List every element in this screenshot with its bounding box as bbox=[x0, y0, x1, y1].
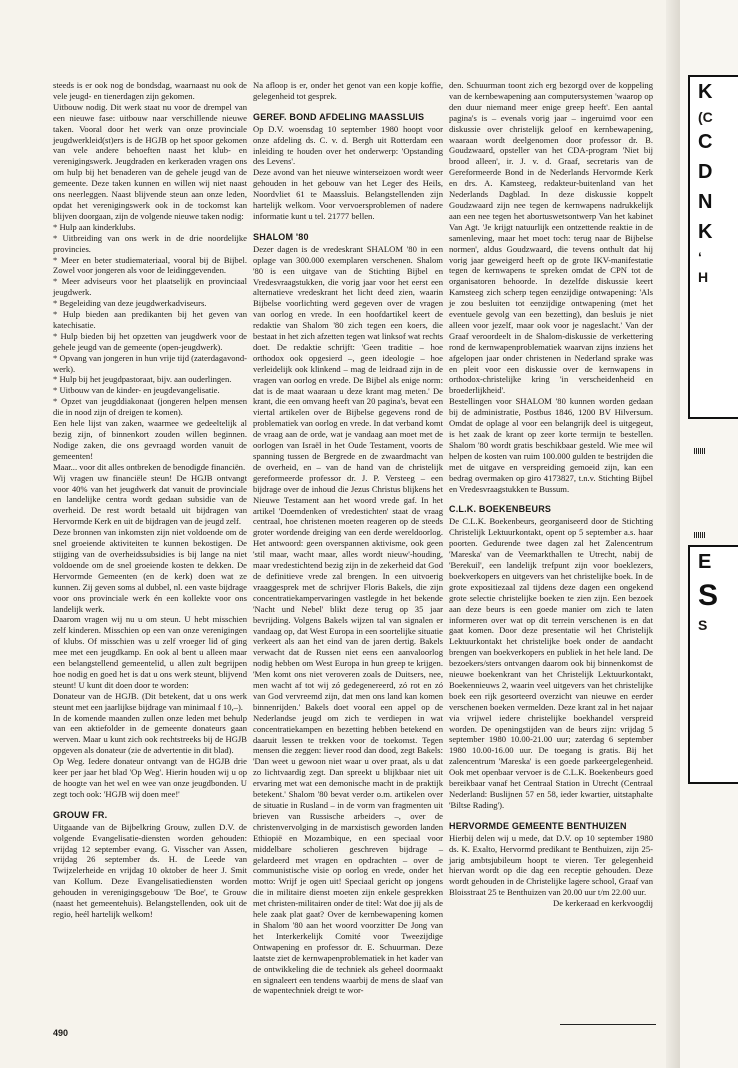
ad-letter: D bbox=[698, 161, 713, 183]
list-item: * Opzet van jeugddiakonaat (jongeren helpen mensen die in nood zijn of dreigen te komen). bbox=[53, 396, 247, 418]
ad-letter: (C bbox=[698, 109, 713, 125]
paragraph: In de komende maanden zullen onze leden met behulp van een aktiefolder in de gemeente donateurs gaan werven. Maar u kunt zich ook rechtstreeks bij de HGJB opgeven als donateur (zie de advertentie in dit blad). bbox=[53, 712, 247, 756]
list-item: * Meer en beter studiemateriaal, vooral bij de Bijbel. Zowel voor jongeren als voor de leidinggevenden. bbox=[53, 254, 247, 276]
ad-letter: H bbox=[698, 269, 709, 285]
column-1 bbox=[53, 80, 247, 920]
ornament-mark bbox=[694, 448, 706, 454]
paragraph: De C.L.K. Boekenbeurs, georganiseerd door de Stichting Christelijk Lektuurkontakt, opent op 5 september a.s. haar poorten. Gedurende twee dagen zal het Zalencentrum 'Mareska' van de Veemarkthallen te Utrecht, nabij de 'Berekuil', een landelijk trefpunt zijn voor boeklezers, boekverkopers en uitgevers van het christelijke boek. In de grote expositiezaal zal tijdens deze dagen een ongekend grote selectie christelijke boeken te zien zijn. Een bezoek aan deze beurs is een goede manier om zich te laten informeren over wat op dit terrein verschenen is en dat gaat komen. Door deze presentatie wil het Christelijk Lektuurkontakt het christelijke boek onder de aandacht brengen van boekverkopers en publiek in het hele land. De bezoekers/sters ontvangen daarom ook bij binnenkomst de nieuwe boekenkrant van het Christelijk Lektuurkontakt, Boekennieuws 2, waarin veel uitgevers van het christelijke boek een rijk gesorteerd overzicht van nieuwe en eerder verschenen boeken vermelden. Deze krant zal in het najaar via vrijwel iedere christelijke boekhandel verspreid worden. De openingstijden van de beurs zijn: vrijdag 5 september 1980 10.00-21.00 uur; zaterdag 6 september 1980 10.00-16.00 uur. De toegang is gratis. Bij het zalencentrum 'Mareska' is een goede parkeergelegenheid. Ook met openbaar vervoer is de C.L.K. Boekenbeurs goed bereikbaar vanaf het Centraal Station in Utrecht (Centraal Nederland: Buslijnen 57 en 58, ieder kwartier, uitstaphalte 'Biltse Rading'). bbox=[449, 516, 653, 810]
paragraph: Na afloop is er, onder het genot van een kopje koffie, gelegenheid tot gesprek. bbox=[253, 80, 443, 101]
list-item: * Begeleiding van deze jeugdwerkadviseurs. bbox=[53, 298, 207, 309]
binding-gutter bbox=[666, 0, 680, 1068]
paragraph: Op D.V. woensdag 10 september 1980 hoopt voor onze afdeling ds. C. v. d. Bergh uit Rotterdam een inleiding te houden over het onderwerp: 'Opstanding des Levens'. bbox=[253, 123, 443, 167]
paragraph: Hierbij delen wij u mede, dat D.V. op 10 september 1980 ds. K. Exalto, Hervormd predikant te Benthuizen, zijn 25-jarig ambtsjubileum hoopt te vieren. Ter gelegenheid hiervan wordt op die dag een receptie gehouden. Deze wordt gehouden in de Christelijke lagere school, Graaf van Bloisstraat 25 te Benthuizen van 20.00 uur t/m 22.00 uur. bbox=[449, 832, 653, 898]
list-item: * Meer adviseurs voor het plaatselijk en provinciaal jeugdwerk. bbox=[53, 276, 247, 298]
section-heading-clk: C.L.K. BOEKENBEURS bbox=[449, 504, 552, 515]
ad-letter: S bbox=[698, 579, 719, 612]
ad-letter: K bbox=[698, 81, 713, 103]
paragraph: steeds is er ook nog de bondsdag, waarnaast nu ook de vele jeugd- en tienerdagen zijn gekomen. bbox=[53, 80, 247, 101]
ad-letter: ‘ bbox=[698, 249, 702, 265]
section-heading-grouw: GROUW FR. bbox=[53, 809, 108, 820]
section-heading-benthuizen: HERVORMDE GEMEENTE BENTHUIZEN bbox=[449, 820, 627, 831]
list-item: * Hulp bieden bij het opzetten van jeugdwerk voor de gehele jeugd van de gemeente (open-jeugdwerk). bbox=[53, 330, 247, 352]
adjacent-page-edge bbox=[680, 0, 738, 1068]
ad-letter: S bbox=[698, 617, 708, 633]
section-heading-shalom: SHALOM '80 bbox=[253, 231, 309, 242]
section-heading-maassluis: GEREF. BOND AFDELING MAASSLUIS bbox=[253, 111, 425, 122]
list-item: * Hulp bieden aan predikanten bij het geven van katechisatie. bbox=[53, 309, 247, 330]
list-item: * Uitbouw van de kinder- en jeugdevangelisatie. bbox=[53, 385, 220, 396]
ad-letter: C bbox=[698, 131, 713, 153]
list-item: * Uitbreiding van ons werk in de drie noordelijke provincies. bbox=[53, 232, 247, 254]
paragraph: den. Schuurman toont zich erg bezorgd over de koppeling van de kernbewapening aan computersystemen 'waarop op den duur niemand meer enige greep heeft'. Een aantal pagina's is – evenals vorig jaar – ingeruimd voor een diskussie over christelijk geloof en kernbewapening, waaraan wordt deelgenomen door professor dr. B. Goudzwaard, opsteller van het CDA-program 'Niet bij brood alleen', ir. J. v. d. Graaf, secretaris van de Gereformeerde Bond in de Nederlands Hervormde Kerk en drs. A. Kamsteeg, redakteur-buitenland van het Nederlands Dagblad. In deze diskussie koppelt Goudzwaard zijn nee tegen de kernwapens nadrukkelijk aan een nee tegen het abortuswetsontwerp Van het kabinet Van Agt. 'Je krijgt natuurlijk een ontzettende reaktie in de samenleving, maar het moet toch: terug naar de Bijbelse normen', aldus Goudzwaard, die tevens onthult dat hij vorig jaar geweigerd heeft op de grote IKV-manifestatie tegen de kernwapens te spreken omdat de CPN tot de organisatoren behoorde. In dezelfde diskussie keert Kamsteeg zich scherp tegen eenzijdige ontwapening: 'Als je zou besluiten tot eenzijdige ontwapening (met het eventuele gevolg van een bezetting), dan besluis je niet alleen voor jezelf, maar ook voor je nageslacht.' Van der Graaf veroordeelt in de Shalom-diskussie de verkettering rond de kernwapenproblematiek waarvan zijns inziens het afgelopen jaar onder christenen in Nederland sprake was en pleit voor een diskussie over de kernwapens in orthodox-christelijke kring 'in verscheidenheid en broederlijkheid'. bbox=[449, 80, 653, 396]
ad-letter: E bbox=[698, 551, 712, 573]
paragraph: Een hele lijst van zaken, waarmee we gedeeltelijk al bezig zijn, of binnenkort zouden willen beginnen. Nodige zaken, die ons gevraagd worden vanuit de gemeenten! bbox=[53, 418, 247, 461]
paragraph: Wij vragen uw financiële steun! De HGJB ontvangt voor 40% van het jeugdwerk dat vanuit de provinciale en landelijke centra wordt gedaan subsidie van de overheid. De rest wordt betaald uit bijdragen van Hervormde Kerk en uit de bijdragen van de jeugd zelf. bbox=[53, 472, 247, 527]
column-3 bbox=[449, 80, 653, 909]
paragraph: Deze avond van het nieuwe winterseizoen wordt weer gehouden in het gebouw van het Leger des Heils, Noordvliet 61 te Maassluis. Belangstellenden zijn hartelijk welkom. Voor vervoersproblemen of nadere informatie kunt u tel. 21777 bellen. bbox=[253, 167, 443, 221]
advertisement-box bbox=[688, 75, 738, 419]
paragraph: Uitgaande van de Bijbelkring Grouw, zullen D.V. de volgende Evangelisatie-diensten worden gehouden: vrijdag 12 september evang. G. Visscher van Assen, vrijdag 26 september ds. H. de Leede van Twijzelerheide en vrijdag 10 oktober de heer J. Smit van Kollum. Deze Evangelisatiediensten worden gehouden in verenigingsgebouw 'De Boe', te Grouw (naast het gemeentehuis). Belangstellenden, ook uit de regio, heél hartelijk welkom! bbox=[53, 821, 247, 919]
advertisement-box bbox=[688, 545, 738, 784]
paragraph: Bestellingen voor SHALOM '80 kunnen worden gedaan bij de administratie, Postbus 1846, 1200 BV Hilversum. Omdat de oplage al voor een belangrijk deel is uitgegeut, is het zaak de krant op zeer korte termijn te bestellen. Shalom '80 wordt gratis beschikbaar gesteld. Wie mee wil helpen de kosten van ruim 100.000 gulden te bestrijden die met de uitgave en verspreiding gemoeid zijn, kan een bedrag overmaken op giro 4173827, t.n.v. Stichting Bijbel en Vredesvraagstukken te Bussum. bbox=[449, 396, 653, 494]
ad-letter: N bbox=[698, 191, 713, 213]
list-item: * Hulp aan kinderklubs. bbox=[53, 221, 136, 232]
list-item: * Hulp bij het jeugdpastoraat, bijv. aan ouderlingen. bbox=[53, 374, 232, 385]
paragraph: Deze bronnen van inkomsten zijn niet voldoende om de snel groeiende aktiviteiten te kunnen bekostigen. De stijging van de overheidssubsidies is bij lange na niet voldoende om de snel groeiende kosten te dekken. De Hervormde Gemeenten (en de kerk) doen wat ze kunnen. Zij geven soms al dubbel, nl. een vaste bijdrage voor ons provinciale werk én een kollekte voor ons landelijk werk. bbox=[53, 527, 247, 614]
page-number: 490 bbox=[53, 1028, 69, 1038]
paragraph: Uitbouw nodig. Dit werk staat nu voor de drempel van een nieuwe fase: uitbouw naar verschillende nieuwe taken. Vooral door het werk van onze provinciale jeugdwerkleid(st)ers is de HGJB op het spoor gekomen van vele andere behoeften naast het klub- en verenigingswerk. Jeugdraden en kerkeraden vragen ons om hulp bij het benaderen van de gehele jeugd van de gemeente. Deze taken kunnen en willen wij niet naast ons neerleggen. Naast blijvende steun aan onze leden, opdat het verenigingswerk ook in de tockomst kan blijven doorgaan, zijn de volgende nieuwe taken nodig: bbox=[53, 101, 247, 221]
paragraph: Op Weg. Iedere donateur ontvangt van de HGJB drie keer per jaar het blad 'Op Weg'. Hierin houden wij u op de hoogte van het wel en wee van onze jeugdbonden. U zegt toch ook: 'HGJB wij doen mee!' bbox=[53, 756, 247, 799]
ornament-mark bbox=[694, 532, 706, 538]
list-item: * Opvang van jongeren in hun vrije tijd (zaterdagavond-werk). bbox=[53, 352, 247, 374]
signature-line: De kerkeraad en kerkvoogdij bbox=[553, 898, 653, 909]
paragraph: Maar... voor dit alles ontbreken de benodigde financiën. bbox=[53, 461, 246, 472]
paragraph: Dezer dagen is de vredeskrant SHALOM '80 in een oplage van 300.000 exemplaren verschenen. Shalom '80 is een uitgave van de Stichting Bijbel en Vredesvraagstukken, die vorig jaar voor het eerst een alternatieve vredeskrant het licht deed zien, waarin Bijbelse voorlichting werd gegeven over de vragen van oorlog en vrede. In een hoofdartikel keert de redaktie van Shalom '80 zich tegen een koers, die bestaat in het zich afzetten tegen wat linksof wat rechts doet. De redaktie schrijft: 'Geen traditie – hoe orthodox ook opgesierd –, geen ideologie – hoe verleidelijk ook klinkend – mag de leidraad zijn in de vragen van oorlog en vrede. De Bijbel als enige norm: dat is de maat waaraan u deze krant mag meten.' De krant, die een omvang heeft van 20 pagina's, bevat een viertal artikelen over de Bijbelse gegevens rond de problematiek van oorlog en vrede. In dat verband komt de vraag aan de orde, wat je vandaag aan moet met de oorlogen van Israël in het Oude Testament, voorts de spanning tussen de Bergrede en de zwaardmacht van de overheid, en – van de hand van de christelijk gereformeerde professor dr. J. P. Versteeg – een bijdrage over de inhoud die Jezus Christus blijkens het Nieuwe Testament aan het woord vrede gaf. In het artikel 'Doemdenken of vredestichten' staat de vraag centraal, hoe christenen moeten reageren op de steeds groter wordende dreiging van een derde wereldoorlog. Het antwoord: geen overspannen aktivisme, ook geen 'stil maar, wacht maar, alles wordt nieuw'-houding, maar vredestichtend bezig zijn in de zekerheid dat God de definitieve vrede zal brengen. In een uitvoerig vraaggesprek met de schrijver Floris Bakels, die zijn concentratiekampervaringen vastlegde in het bekende 'Nacht und Nebel' blikt deze terug op 35 jaar bevrijding. Volgens Bakels wijzen tal van signalen er vandaag op, dat West Europa in een soortelijke situatie verkeert als aan het eind van de jaren dertig. Bakels verwacht dat de Russen niet eens een aanvaloorlog nodig hebben om West Europa in hun greep te krijgen. 'Men komt ons niet veroveren zoals de Duitsers, nee, men wacht af tot wij zó gedegenereerd, zó rot en zó van God vervreemd zijn, dat men ons land kan komen binnenrijden.' Bakels doet vooral een appel op de Nederlandse jeugd om zich te verdiepen in wat concentratiekampen en bezetting hebben betekend en daaruit lessen te trekken voor de toekomst. Tegen mensen die zeggen: liever rood dan dood, zegt Bakels: 'Dan weet u gewoon niet waar u over praat, als u dat zo lichtvaardig zegt. Dan spreekt u blijkbaar niet uit ervaring met wat een demonische macht in de praktijk betekent.' Shalom '80 bevat verder o.m. artikelen over de situatie in Rusland – in de vorm van fragmenten uit brieven van Russische arbeiders –, over de christenvervolging in de marxistisch geworden landen Ethiopië en Mozambique, en een speciaal voor middelbare scholieren geschreven bijdrage – gelardeerd met vragen en opdrachten – over de communistische visie op oorlog en vrede, onder het motto: Wrijf je ogen uit! Speciaal gericht op jongens die in militaire dienst moeten zijn enkele gesprekken met christen-militairen onder de titel: Wat doe jij als de hele zaak plat gaat? Over de kernbewapening komen in Shalom '80 aan het woord voorzitter De Jong van het Interkerkelijk Comité voor Tweezijdige Ontwapening en professor dr. E. Schuurman. Deze laatste ziet de kernwapenproblematiek in het kader van de ontwikkeling die de techniek als geheel doormaakt en signaleert een tendens waarbij de mens de slaaf van de wapentechniek dreigt te wor- bbox=[253, 243, 443, 996]
paragraph: Daarom vragen wij nu u om steun. U hebt misschien zelf kinderen. Misschien op een van onze verenigingen of klubs. Of misschien was u zelf vroeger lid of ging mee met een jeugdkamp. En ook al bent u alleen maar een belangstellend gemeentelid, u allen zult begrijpen hoe nodig en goed het is dat u ons werk steunt, blijvend steunt! U kunt dit doen door te worden: bbox=[53, 614, 247, 690]
paragraph: Donateur van de HGJB. (Dit betekent, dat u ons werk steunt met een jaarlijkse bijdrage van minimaal f 10,–). bbox=[53, 690, 247, 712]
column-2 bbox=[253, 80, 443, 996]
end-rule bbox=[560, 1024, 656, 1025]
ad-letter: K bbox=[698, 221, 713, 243]
